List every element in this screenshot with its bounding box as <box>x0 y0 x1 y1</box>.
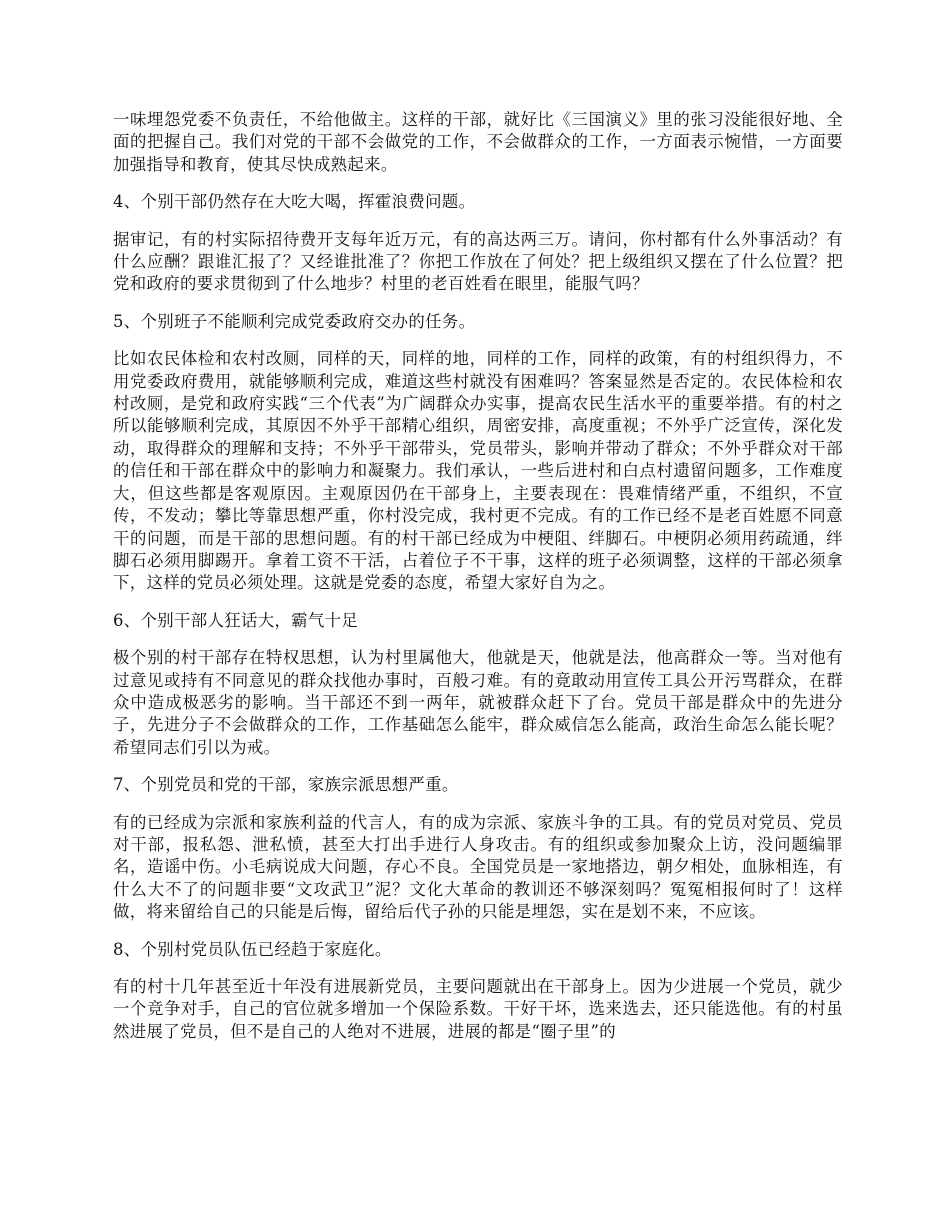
section-heading-4: 4、个别干部仍然存在大吃大喝，挥霍浪费问题。 <box>113 192 476 212</box>
paragraph-section-7: 有的已经成为宗派和家族利益的代言人，有的成为宗派、家族斗争的工具。有的党员对党员、党员对干部，报私怨、泄私愤，甚至大打出手进行人身攻击。有的组织或参加聚众上访，没问题编罪名，造谣中伤。小毛病说成大问题，存心不良。全国党员是一家地搭边，朝夕相处，血脉相连，有什么大不了的问题非要“文攻武卫”泥？文化大革命的教训还不够深刻吗？冤冤相报何时了！这样做，将来留给自己的只能是后悔，留给后代子孙的只能是埋怨，实在是划不来，不应该。 <box>113 812 843 922</box>
paragraph-section-4: 据审记，有的村实际招待费开支每年近万元，有的高达两三万。请问，你村都有什么外事活动？有什么应酬？跟谁汇报了？又经谁批准了？你把工作放在了何处？把上级组织又摆在了什么位置？把党和政府的要求贯彻到了什么地步？村里的老百姓看在眼里，能服气吗？ <box>113 229 843 294</box>
paragraph-section-8: 有的村十几年甚至近十年没有进展新党员，主要问题就出在干部身上。因为少进展一个党员，就少一个竞争对手，自己的官位就多增加一个保险系数。干好干坏，选来选去，还只能选他。有的村虽然进展了党员，但不是自己的人绝对不进展，进展的都是“圈子里”的 <box>113 977 843 1041</box>
section-heading-8: 8、个别村党员队伍已经趋于家庭化。 <box>113 939 392 959</box>
paragraph-section-6: 极个别的村干部存在特权思想，认为村里属他大，他就是天，他就是法，他高群众一等。当对他有过意见或持有不同意见的群众找他办事时，百般刁难。有的竟敢动用宣传工具公开污骂群众，在群众中造成极恶劣的影响。当干部还不到一两年，就被群众赶下了台。党员干部是群众中的先进分子，先进分子不会做群众的工作，工作基础怎么能牢，群众威信怎么能高，政治生命怎么能长呢？希望同志们引以为戒。 <box>113 648 843 757</box>
paragraph-intro: 一味埋怨党委不负责任，不给他做主。这样的干部，就好比《三国演义》里的张习没能很好地、全面的把握自己。我们对党的干部不会做党的工作，不会做群众的工作，一方面表示惋惜，一方面要加强指导和教育，使其尽快成熟起来。 <box>113 110 843 174</box>
paragraph-section-5: 比如农民体检和农村改厕，同样的天，同样的地，同样的工作，同样的政策，有的村组织得力，不用党委政府费用，就能够顺利完成，难道这些村就没有困难吗？答案显然是否定的。农民体检和农村改厕，是党和政府实践“三个代表”为广阔群众办实事，提高农民生活水平的重要举措。有的村之所以能够顺利完成，其原因不外乎干部精心组织，周密安排，高度重视；不外乎广泛宣传，深化发动，取得群众的理解和支持；不外乎干部带头，党员带头，影响并带动了群众；不外乎群众对干部的信任和干部在群众中的影响力和凝聚力。我们承认，一些后进村和白点村遗留问题多，工作难度大，但这些都是客观原因。主观原因仍在干部身上，主要表现在：畏难情绪严重，不组织，不宣传，不发动；攀比等靠思想严重，你村没完成，我村更不完成。有的工作已经不是老百姓愿不同意干的问题，而是干部的思想问题。有的村干部已经成为中梗阻、绊脚石。中梗阴必须用药疏通，绊脚石必须用脚踢开。拿着工资不干活，占着位子不干事，这样的班子必须调整，这样的干部必须拿下，这样的党员必须处理。这就是党委的态度，希望大家好自为之。 <box>113 349 843 593</box>
section-heading-7: 7、个别党员和党的干部，家族宗派思想严重。 <box>113 775 459 795</box>
section-heading-5: 5、个别班子不能顺利完成党委政府交办的任务。 <box>113 311 476 331</box>
document-body <box>113 109 843 1058</box>
section-heading-6: 6、个别干部人狂话大，霸气十足 <box>113 610 359 630</box>
